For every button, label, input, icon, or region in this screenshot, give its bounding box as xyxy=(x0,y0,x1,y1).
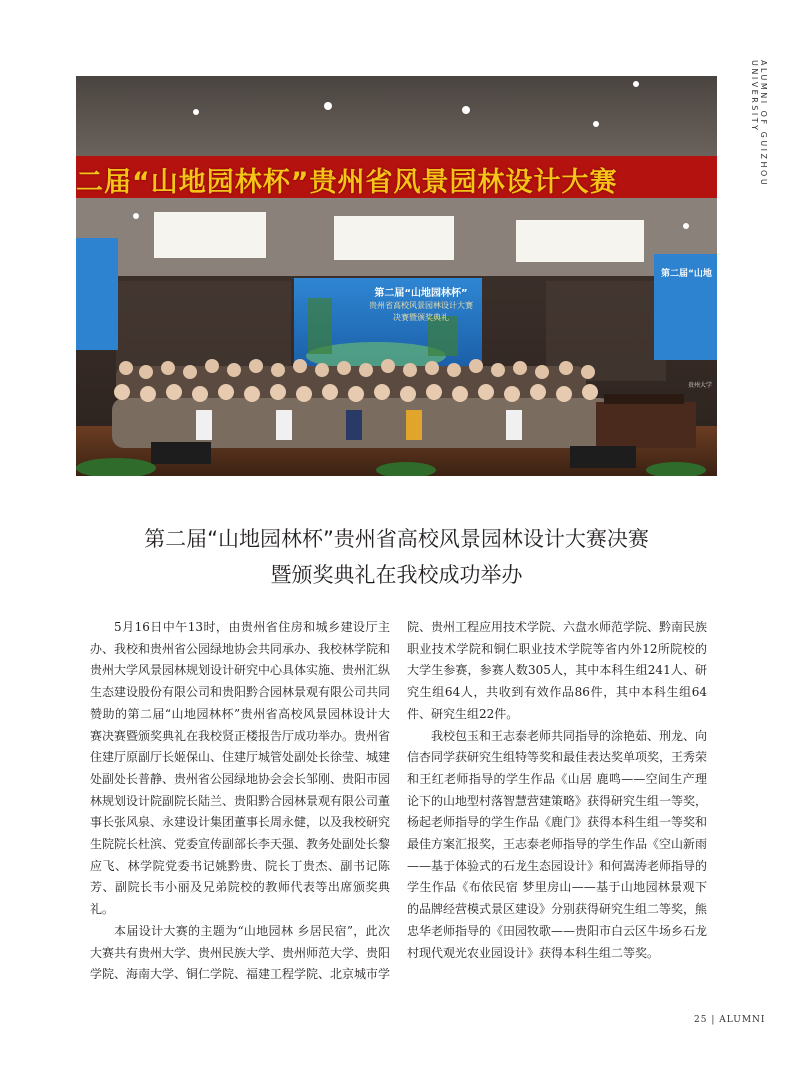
body-column-right xyxy=(407,617,707,964)
body-paragraph-2: 本届设计大赛的主题为“山地园林 乡居民宿”，此次大赛共有贵州大学、贵州民族大学、贵州师范大学、贵阳学院、海南大学、铜仁学院、福建工程学院、北京城市学 xyxy=(90,923,391,982)
article-headline xyxy=(76,521,717,593)
screen-subtitle-2: 决赛暨颁奖典礼 xyxy=(393,313,449,322)
page-number: 25 xyxy=(694,1015,708,1025)
photo-illustration xyxy=(76,76,717,476)
magazine-side-label: ALUMNI OF GUIZHOU UNIVERSITY xyxy=(750,60,768,188)
side-screen-title: 第二届“山地 xyxy=(661,269,712,279)
footer-separator: | xyxy=(711,1015,716,1025)
footer-label: ALUMNI xyxy=(719,1015,766,1025)
event-group-photo xyxy=(76,76,717,476)
page-footer xyxy=(694,1015,765,1025)
screen-subtitle: 贵州省高校风景园林设计大赛 xyxy=(369,301,473,310)
body-paragraph-3: 我校包玉和王志泰老师共同指导的涂艳茹、刑龙、向信杏同学获研究生组特等奖和最佳表达奖单项奖，王秀荣和王红老师指导的学生作品《山居 鹿鸣——空间生产理论下的山地型村落智慧营建策略》获得研究生组一等奖，杨起老师指导的学生作品《鹿门》获得本科生组一等奖和最佳方案汇报奖，王志泰老师指导的学生作品《空山新雨——基于体验式的石龙生态园设计》和何嵩涛老师指导的学生作品《布依民宿 梦里房山——基于山地园林景观下的品牌经营模式景区建设》分别获得研究生组二等奖，熊忠华老师指导的《田园牧歌——贵阳市白云区牛场乡石龙村现代观光农业园设计》获得本科生组二等奖。 xyxy=(407,728,708,960)
body-paragraph-1: 5月16日中午13时，由贵州省住房和城乡建设厅主办、我校和贵州省公园绿地协会共同承办、我校林学院和贵州大学风景园林规划设计研究中心具体实施、贵州汇纵生态建设股份有限公司和贵阳黔合园林景观有限公司共同赞助的第二届“山地园林杯”贵州省高校风景园林设计大赛决赛暨颁奖典礼在我校贤正楼报告厅成功举办。贵州省住建厅原副厅长姬保山、住建厅城管处副处长徐莹、城建处副处长普静、贵州省公园绿地协会会长邹刚、贵阳市园林规划设计院副院长陆兰、贵阳黔合园林景观有限公司董事长张风泉、永建设计集团董事长周永健，以及我校研究生院院长杜滨、党委宣传副部长李天强、教务处副处长黎应飞、林学院党委书记姚黔贵、院长丁贵杰、副书记陈芳、副院长韦小丽及兄弟院校的教师代表等出席颁奖典礼。 xyxy=(90,620,391,917)
body-paragraph-2-continued: 院、贵州工程应用技术学院、六盘水师范学院、黔南民族职业技术学院和铜仁职业技术学院等省内外12所院校的大学生参赛，参赛人数305人，其中本科生组241人、研究生组64人，共收到有效作品86件，其中本科生组64件、研究生组22件。 xyxy=(407,620,708,721)
screen-title: 第二届“山地园林杯” xyxy=(374,288,468,299)
headline-line-2: 暨颁奖典礼在我校成功举办 xyxy=(270,563,523,587)
body-column-left xyxy=(90,617,390,986)
banner-text: 二届“山地园林杯”贵州省风景园林设计大赛 xyxy=(76,167,618,198)
podium-label: 贵州大学 xyxy=(688,382,713,389)
headline-line-1: 第二届“山地园林杯”贵州省高校风景园林设计大赛决赛 xyxy=(144,527,649,551)
